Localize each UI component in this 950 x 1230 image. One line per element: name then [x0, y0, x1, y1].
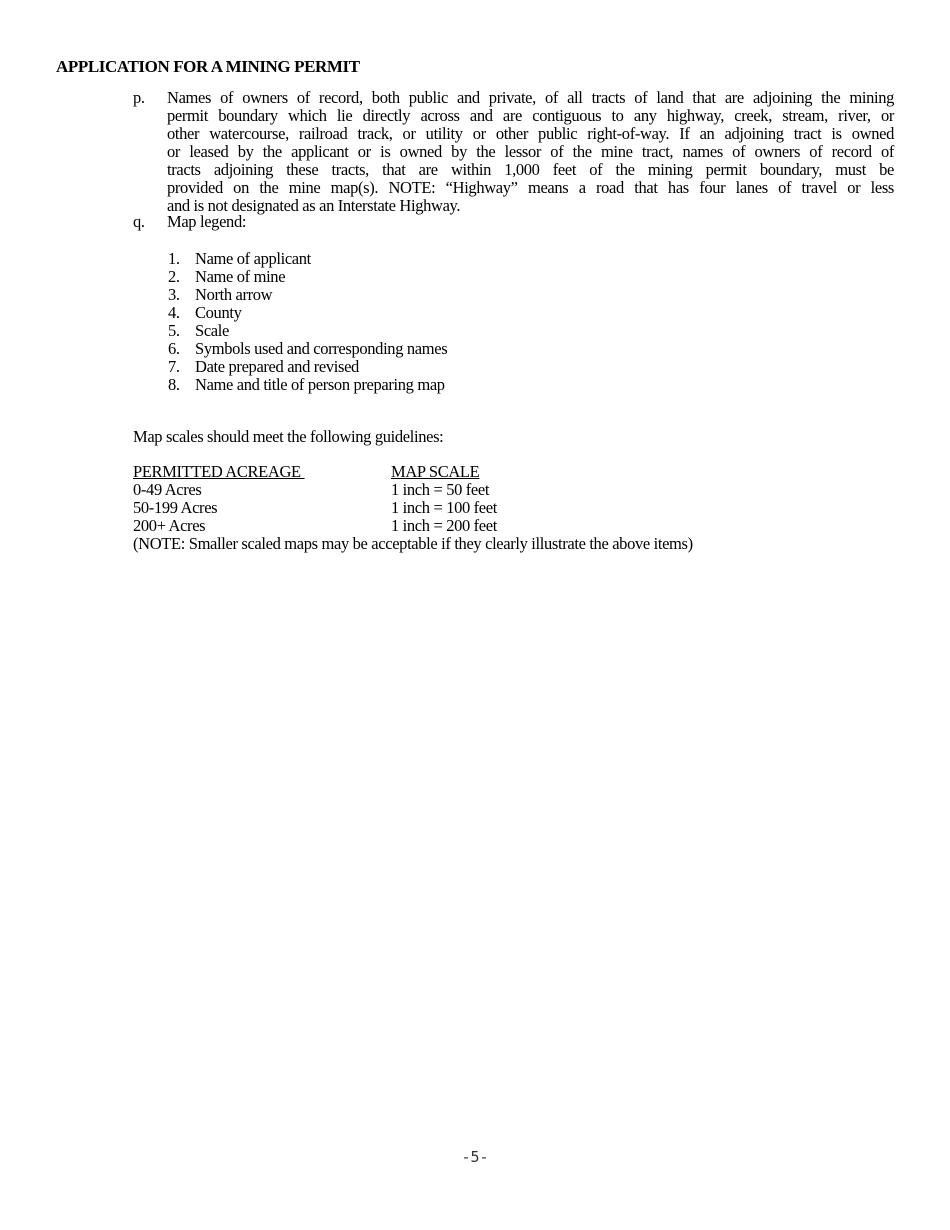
list-number: 6. — [168, 339, 180, 358]
item-p-paragraph — [167, 89, 894, 215]
scale-note: (NOTE: Smaller scaled maps may be acceptable if they clearly illustrate the above items) — [133, 534, 693, 553]
list-item — [168, 322, 447, 340]
list-number: 2. — [168, 267, 180, 286]
item-q-label: q. — [133, 212, 145, 231]
table-row — [133, 517, 693, 535]
list-text: North arrow — [195, 285, 273, 304]
list-text: Scale — [195, 321, 229, 340]
table-row — [133, 481, 693, 499]
page-number: -5- — [461, 1148, 489, 1166]
paragraph-line: Names of owners of record, both public and private, of all tracts of land that are adjoining the mining — [167, 88, 894, 107]
list-text: Symbols used and corresponding names — [195, 339, 448, 358]
table-row — [133, 499, 693, 517]
list-number: 7. — [168, 357, 180, 376]
paragraph-line: permit boundary which lie directly across and are contiguous to any highway, creek, stream, river, or — [167, 106, 894, 125]
map-legend-list — [168, 250, 447, 394]
scale-cell: 1 inch = 50 feet — [391, 480, 490, 499]
list-text: Name and title of person preparing map — [195, 375, 445, 394]
paragraph-line: tracts adjoining these tracts, that are within 1,000 feet of the mining permit boundary, must be — [167, 160, 894, 179]
list-item — [168, 268, 447, 286]
list-item — [168, 250, 447, 268]
paragraph-line: provided on the mine map(s). NOTE: “Highway” means a road that has four lanes of travel or less — [167, 178, 894, 197]
header-map-scale: MAP SCALE — [391, 462, 480, 481]
scale-cell: 1 inch = 200 feet — [391, 516, 497, 535]
list-number: 3. — [168, 285, 180, 304]
paragraph-line: other watercourse, railroad track, or utility or other public right-of-way. If an adjoining tract is owned — [167, 124, 894, 143]
paragraph-line: and is not designated as an Interstate Highway. — [167, 196, 461, 215]
list-number: 8. — [168, 375, 180, 394]
list-item — [168, 376, 447, 394]
header-acreage: PERMITTED ACREAGE — [133, 462, 305, 481]
list-item — [168, 286, 447, 304]
acreage-cell: 50-199 Acres — [133, 498, 218, 517]
acreage-cell: 0-49 Acres — [133, 480, 202, 499]
list-item — [168, 304, 447, 322]
scale-cell: 1 inch = 100 feet — [391, 498, 497, 517]
list-text: Name of applicant — [195, 249, 311, 268]
list-text: County — [195, 303, 242, 322]
item-q-text: Map legend: — [167, 212, 247, 231]
list-text: Name of mine — [195, 267, 286, 286]
list-number: 4. — [168, 303, 180, 322]
list-number: 1. — [168, 249, 180, 268]
acreage-cell: 200+ Acres — [133, 516, 206, 535]
paragraph-line: or leased by the applicant or is owned by the lessor of the mine tract, names of owners of record of — [167, 142, 894, 161]
scale-table — [133, 463, 693, 553]
list-text: Date prepared and revised — [195, 357, 359, 376]
scales-intro: Map scales should meet the following guidelines: — [133, 427, 444, 446]
table-header-row — [133, 463, 693, 481]
list-number: 5. — [168, 321, 180, 340]
page-title: APPLICATION FOR A MINING PERMIT — [56, 57, 360, 76]
item-p-label: p. — [133, 88, 145, 107]
list-item — [168, 358, 447, 376]
list-item — [168, 340, 447, 358]
